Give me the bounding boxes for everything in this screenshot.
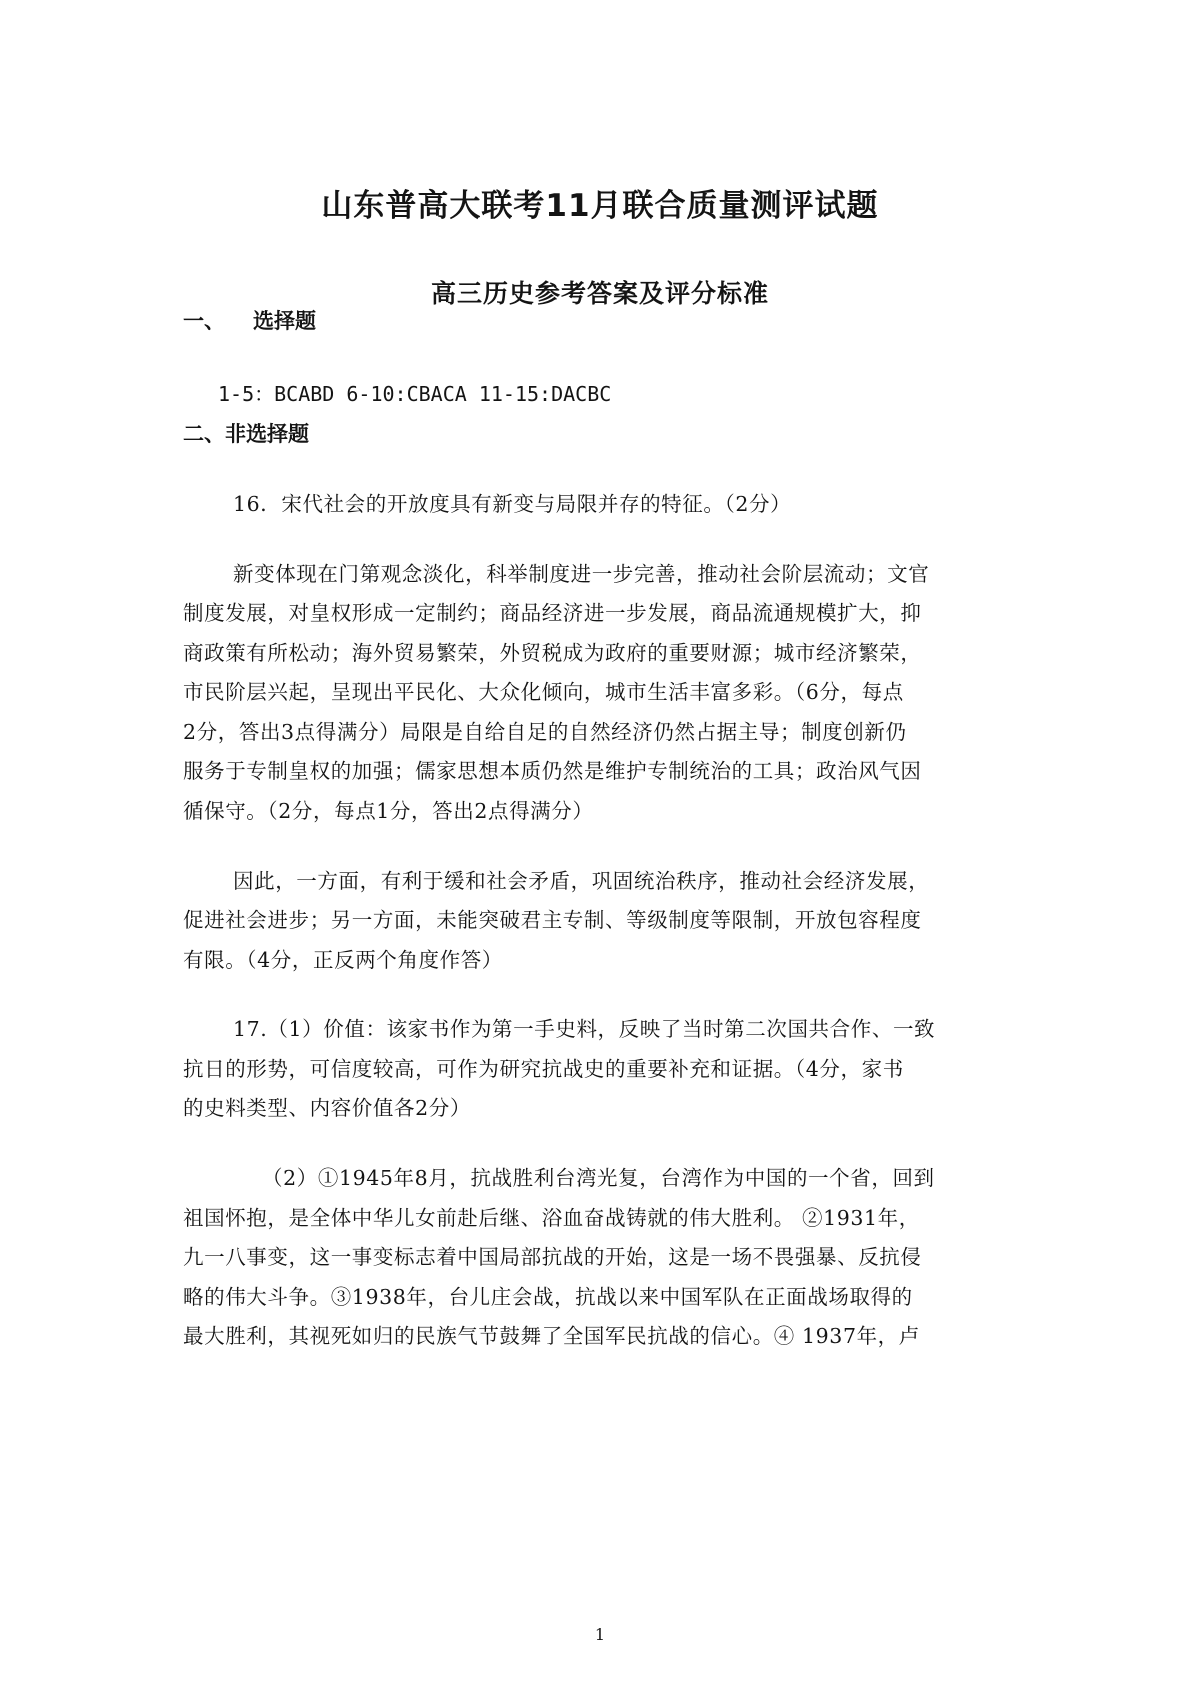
text-line: 因此，一方面，有利于缓和社会矛盾，巩固统治秩序，推动社会经济发展， (233, 869, 930, 893)
page-number: 1 (594, 1625, 606, 1644)
text-line: 最大胜利，其视死如归的民族气节鼓舞了全国军民抗战的信心。④ 1937年，卢 (183, 1324, 920, 1348)
text-line: 17.（1）价值：该家书作为第一手史料，反映了当时第二次国共合作、一致 (233, 1017, 936, 1041)
q16-intro: 16．宋代社会的开放度具有新变与局限并存的特征。（2分） (233, 492, 792, 516)
choice-answers: 1-5：BCABD 6-10:CBACA 11-15:DACBC (218, 382, 612, 406)
section-number: 一、 (183, 309, 225, 333)
document-title: 山东普高大联考11月联合质量测评试题 (321, 188, 879, 224)
text-line: 市民阶层兴起，呈现出平民化、大众化倾向，城市生活丰富多彩。（6分，每点 (183, 680, 904, 704)
text-line: 祖国怀抱，是全体中华儿女前赴后继、浴血奋战铸就的伟大胜利。 ②1931年， (183, 1206, 920, 1230)
text-line: 制度发展，对皇权形成一定制约；商品经济进一步发展，商品流通规模扩大，抑 (183, 601, 922, 625)
text-line: 新变体现在门第观念淡化，科举制度进一步完善，推动社会阶层流动；文官 (233, 562, 930, 586)
text-line: 2分，答出3点得满分）局限是自给自足的自然经济仍然占据主导；制度创新仍 (183, 720, 907, 744)
section-label: 选择题 (253, 309, 316, 333)
text-line: 略的伟大斗争。③1938年，台儿庄会战，抗战以来中国军队在正面战场取得的 (183, 1285, 913, 1309)
text-line: 服务于专制皇权的加强；儒家思想本质仍然是维护专制统治的工具；政治风气因 (183, 759, 922, 783)
text-line: 循保守。（2分，每点1分，答出2点得满分） (183, 799, 594, 823)
text-line: （2）①1945年8月，抗战胜利台湾光复，台湾作为中国的一个省，回到 (262, 1166, 935, 1190)
text-line: 促进社会进步；另一方面，未能突破君主专制、等级制度等限制，开放包容程度 (183, 908, 922, 932)
text-line: 商政策有所松动；海外贸易繁荣，外贸税成为政府的重要财源；城市经济繁荣， (183, 641, 922, 665)
document-subtitle: 高三历史参考答案及评分标准 (430, 279, 769, 308)
text-line: 有限。（4分，正反两个角度作答） (183, 948, 503, 972)
text-line: 九一八事变，这一事变标志着中国局部抗战的开始，这是一场不畏强暴、反抗侵 (183, 1245, 922, 1269)
text-line: 抗日的形势，可信度较高，可作为研究抗战史的重要补充和证据。（4分，家书 (183, 1057, 904, 1081)
text-line: 的史料类型、内容价值各2分） (183, 1096, 471, 1120)
section-heading-nonchoice: 二、非选择题 (183, 422, 309, 446)
section-heading-choice (183, 305, 316, 335)
